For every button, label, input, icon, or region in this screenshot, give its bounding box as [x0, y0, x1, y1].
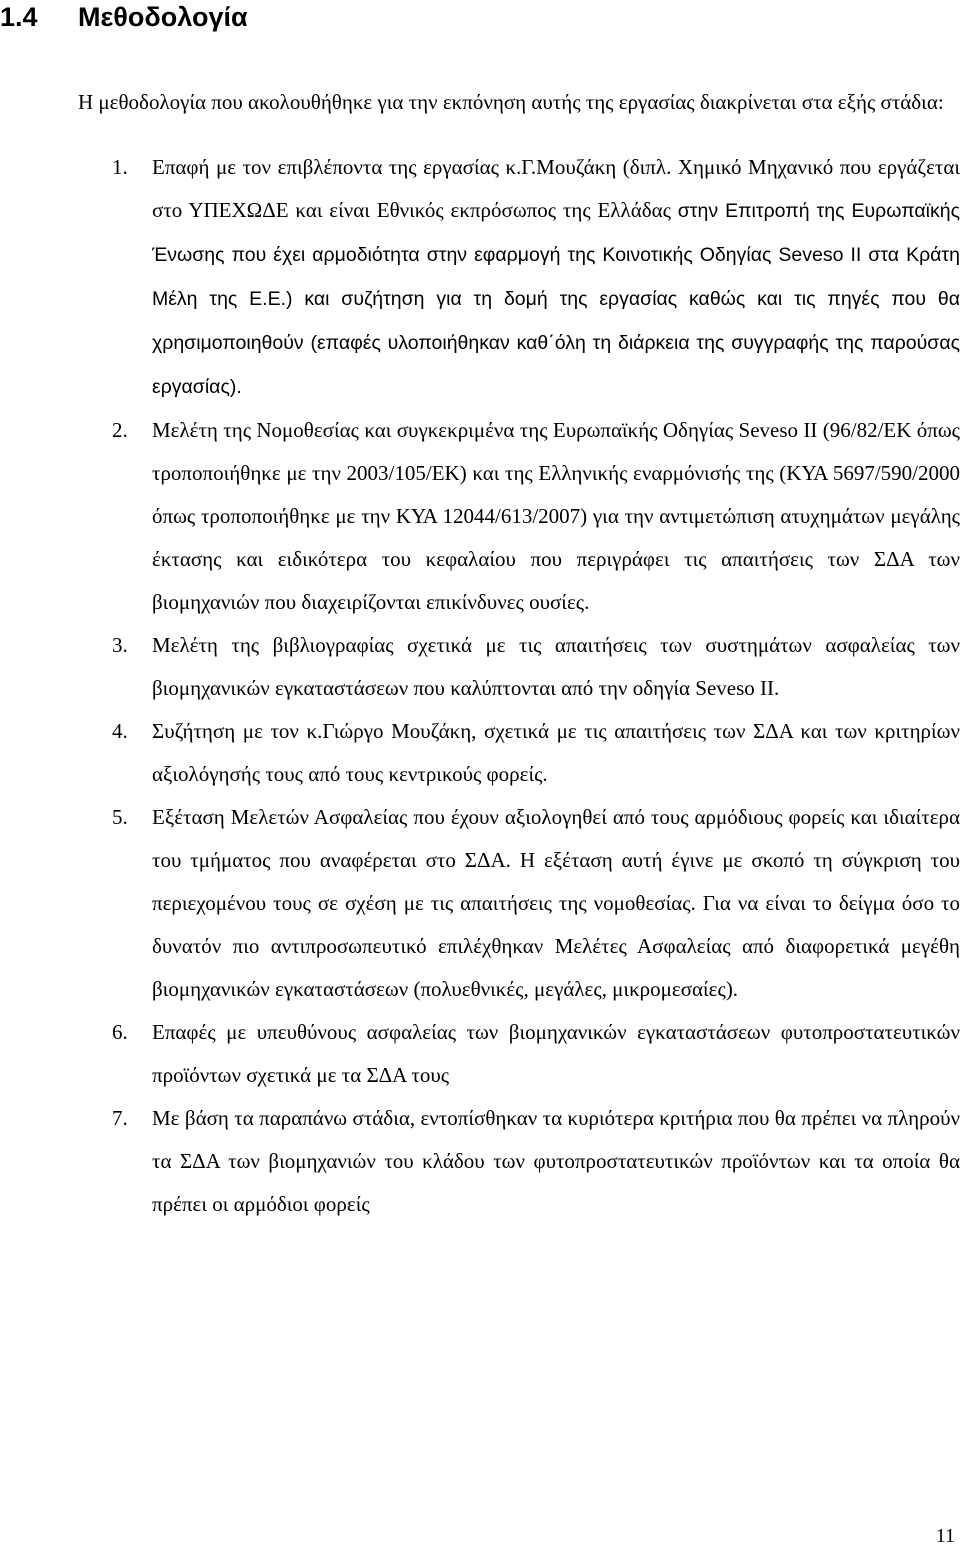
list-item-text: Μελέτη της βιβλιογραφίας σχετικά με τις απαιτήσεις των συστημάτων ασφαλείας των βιομηχανικών εγκαταστάσεων που καλύπτονται από την οδηγία Seveso II. [152, 633, 960, 700]
section-number: 1.4 [0, 2, 38, 32]
list-item [112, 1097, 960, 1226]
list-item-text-part: Επαφή με τον επιβλέποντα της εργασίας κ.Γ.Μουζάκη (διπλ. Χημικό Μηχανικό που εργάζεται στο ΥΠΕΧΩΔΕ και είναι Εθνικός εκπρόσωπος της Ελλάδας [152, 155, 960, 222]
list-item [112, 624, 960, 710]
list-item [112, 409, 960, 624]
list-item [112, 1011, 960, 1097]
list-item-number: 5. [112, 805, 128, 829]
list-item-number: 2. [112, 418, 128, 442]
page-number: 11 [935, 1525, 955, 1547]
list-item-text: Εξέταση Μελετών Ασφαλείας που έχουν αξιολογηθεί από τους αρμόδιους φορείς και ιδιαίτερα του τμήματος που αναφέρεται στο ΣΔΑ. Η εξέταση αυτή έγινε με σκοπό τη σύγκριση του περιεχομένου τους σε σχέση με τις απαιτήσεις της νομοθεσίας. Για να είναι το δείγμα όσο το δυνατόν πιο αντιπροσωπευτικό επιλέχθηκαν Μελέτες Ασφαλείας από διαφορετικά μεγέθη βιομηχανικών εγκαταστάσεων (πολυεθνικές, μεγάλες, μικρομεσαίες). [152, 805, 960, 1001]
list-item-text: Με βάση τα παραπάνω στάδια, εντοπίσθηκαν τα κυριότερα κριτήρια που θα πρέπει να πληρούν τα ΣΔΑ των βιομηχανιών του κλάδου των φυτοπροστατευτικών προϊόντων και τα οποία θα πρέπει οι αρμόδιοι φορείς [152, 1106, 960, 1216]
list-item-number: 7. [112, 1106, 128, 1130]
list-item-number: 1. [112, 155, 128, 179]
list-item-number: 4. [112, 719, 128, 743]
list-item-text: Συζήτηση με τον κ.Γιώργο Μουζάκη, σχετικά με τις απαιτήσεις των ΣΔΑ και των κριτηρίων αξιολόγησής τους από τους κεντρικούς φορείς. [152, 719, 960, 786]
list-item-text: Μελέτη της Νομοθεσίας και συγκεκριμένα της Ευρωπαϊκής Οδηγίας Seveso II (96/82/ΕΚ όπως τροποποιήθηκε με την 2003/105/ΕΚ) και της Ελληνικής εναρμόνισής της (ΚΥΑ 5697/590/2000 όπως τροποποιήθηκε με την ΚΥΑ 12044/613/2007) για την αντιμετώπιση ατυχημάτων μεγάλης έκτασης και ειδικότερα του κεφαλαίου που περιγράφει τις απαιτήσεις των ΣΔΑ των βιομηχανιών που διαχειρίζονται επικίνδυνες ουσίες. [152, 418, 960, 614]
list-item-text-part-sans: στην Επιτροπή της Ευρωπαϊκής Ένωσης που έχει αρμοδιότητα στην εφαρμογή της Κοινοτικής Οδηγίας Seveso II στα Κράτη Μέλη της Ε.Ε.) και συζήτηση για τη δομή της εργασίας καθώς και τις πηγές που θα χρησιμοποιηθούν (επαφές υλοποιήθηκαν καθ΄όλη τη διάρκεια της συγγραφής της παρούσας εργασίας). [152, 200, 960, 398]
section-title: Μεθοδολογία [78, 2, 248, 32]
section-heading [0, 0, 248, 34]
methodology-steps-list [112, 146, 960, 1226]
list-item-number: 3. [112, 633, 128, 657]
list-item [112, 796, 960, 1011]
list-item [112, 710, 960, 796]
list-item-text [152, 146, 960, 409]
list-item [112, 146, 960, 409]
list-item-number: 6. [112, 1020, 128, 1044]
intro-paragraph: Η μεθοδολογία που ακολουθήθηκε για την εκπόνηση αυτής της εργασίας διακρίνεται στα εξής στάδια: [78, 90, 944, 114]
list-item-text: Επαφές με υπευθύνους ασφαλείας των βιομηχανικών εγκαταστάσεων φυτοπροστατευτικών προϊόντων σχετικά με τα ΣΔΑ τους [152, 1020, 960, 1087]
